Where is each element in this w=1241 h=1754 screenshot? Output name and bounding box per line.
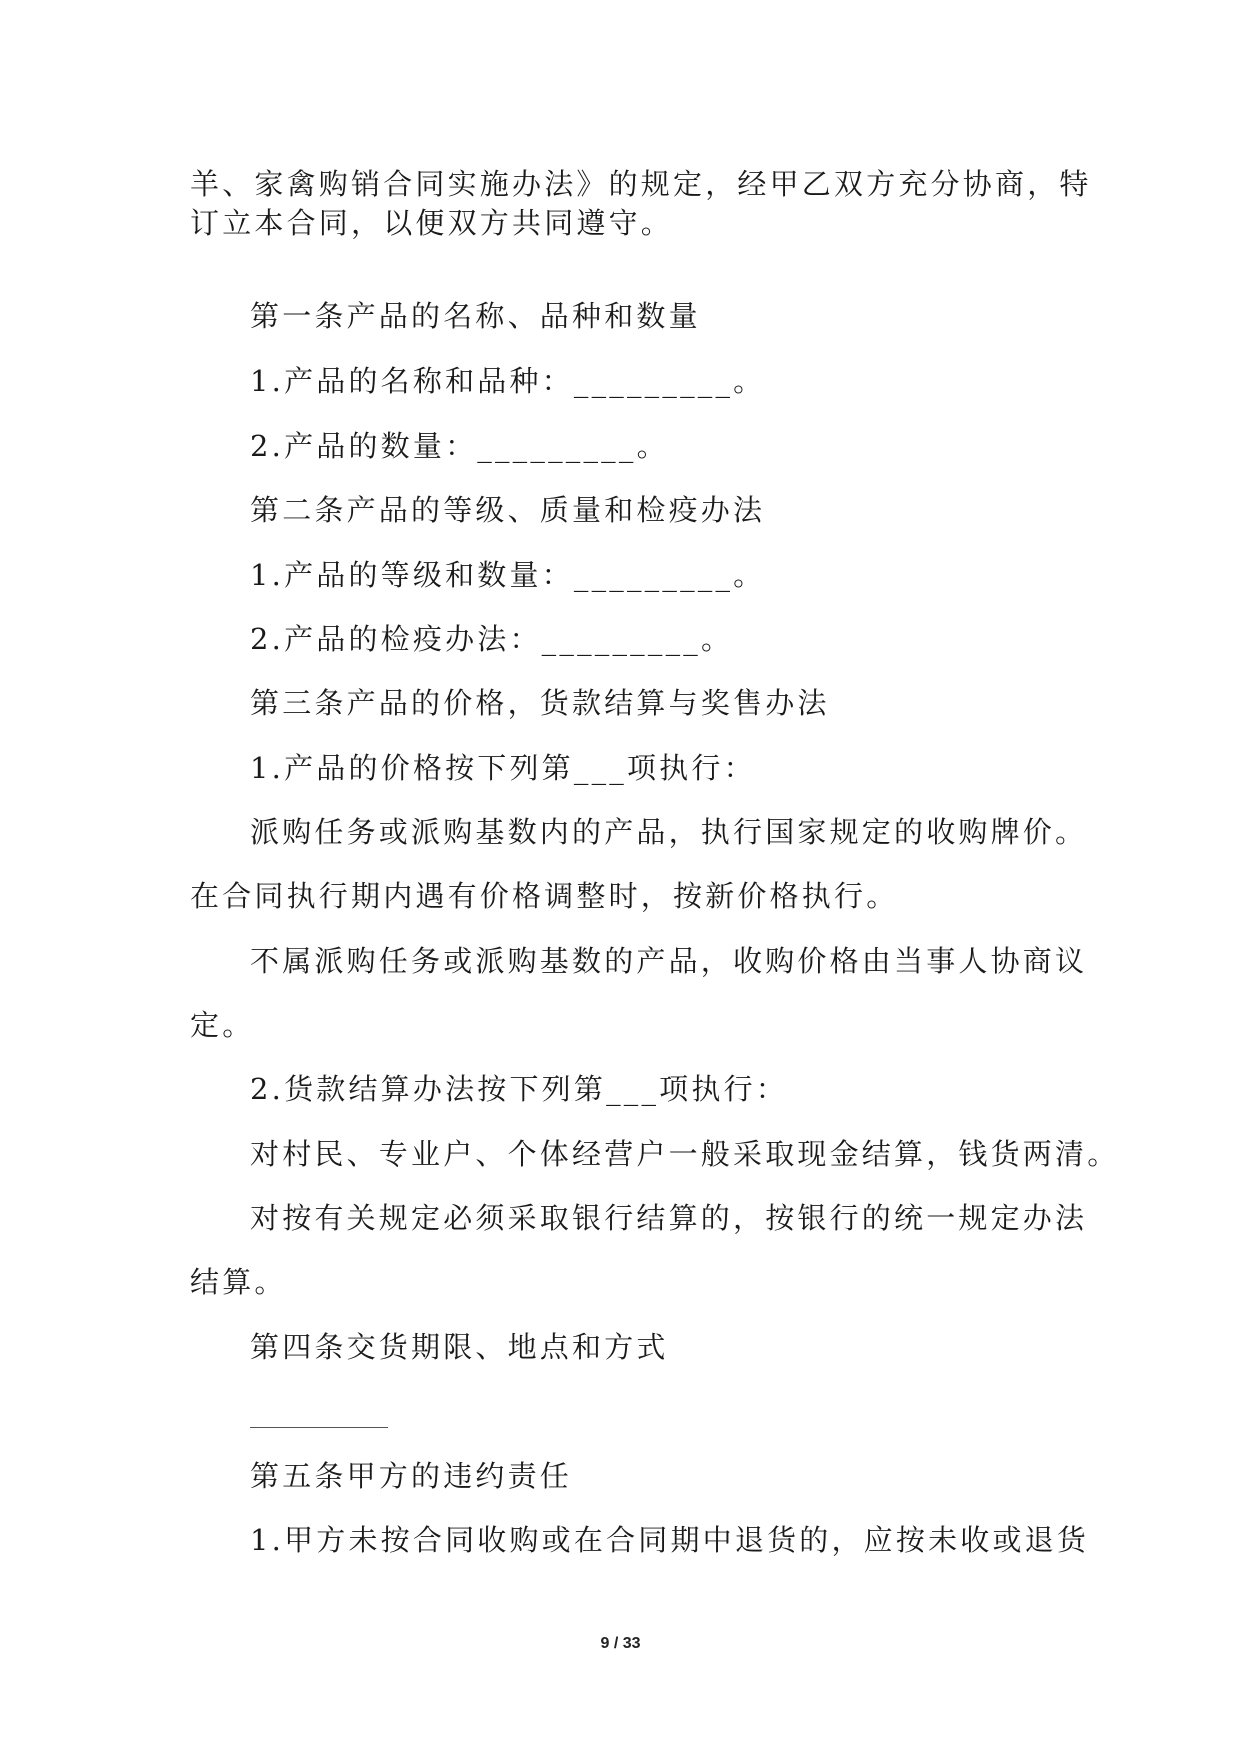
body-text-line: 结算。 [190,1265,287,1299]
body-text-line: 在合同执行期内遇有价格调整时，按新价格执行。 [190,879,899,913]
clause-item: 1.产品的等级和数量：_________。 [250,558,766,592]
blank-fill-line [250,1427,388,1428]
clause-item: 1.产品的价格按下列第___项执行： [250,751,756,785]
section-heading-3: 第三条产品的价格，货款结算与奖售办法 [250,686,830,720]
section-heading-5: 第五条甲方的违约责任 [250,1459,573,1493]
clause-item: 1.甲方未按合同收购或在合同期中退货的，应按未收或退货 [250,1523,1090,1557]
body-text-line: 对村民、专业户、个体经营户一般采取现金结算，钱货两清。 [250,1137,1120,1171]
clause-item: 1.产品的名称和品种：_________。 [250,364,766,398]
clause-item: 2.产品的数量：_________。 [250,429,669,463]
section-heading-4: 第四条交货期限、地点和方式 [250,1330,669,1364]
section-heading-1: 第一条产品的名称、品种和数量 [250,299,701,333]
body-text-line: 定。 [190,1008,255,1042]
body-text-line: 羊、家禽购销合同实施办法》的规定，经甲乙双方充分协商，特 [190,167,1092,201]
clause-item: 2.货款结算办法按下列第___项执行： [250,1072,788,1106]
body-text-line: 派购任务或派购基数内的产品，执行国家规定的收购牌价。 [250,815,1088,849]
body-text-line: 订立本合同，以便双方共同遵守。 [190,206,674,240]
section-heading-2: 第二条产品的等级、质量和检疫办法 [250,493,766,527]
body-text-line: 不属派购任务或派购基数的产品，收购价格由当事人协商议 [250,944,1088,978]
page-number: 9 / 33 [600,1635,641,1652]
clause-item: 2.产品的检疫办法：_________。 [250,622,734,656]
body-text-line: 对按有关规定必须采取银行结算的，按银行的统一规定办法 [250,1201,1088,1235]
